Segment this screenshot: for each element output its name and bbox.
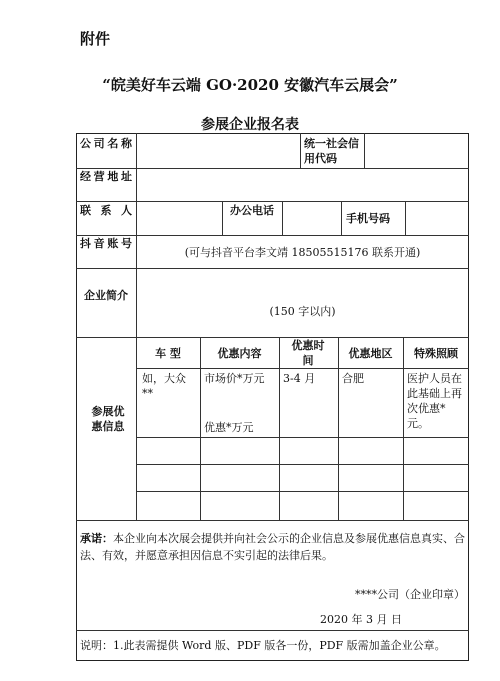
column-divider [300,133,301,168]
seal-line: ****公司（企业印章） [355,588,465,601]
offer-row-divider [136,464,469,465]
mobile-field[interactable] [406,202,468,234]
row-divider [76,630,469,631]
row-divider [76,337,469,338]
douyin-label: 抖音账号 [80,237,132,250]
example-offer-time: 3-4 月 [283,372,316,385]
col-car-model: 车 型 [155,347,181,360]
example-car-model: 如，大众** [142,372,186,400]
offer-row-divider [136,368,469,369]
row-divider [76,268,469,269]
mobile-label: 手机号码 [346,212,390,225]
offer-info-label: 参展优惠信息 [91,405,125,433]
company-name-field[interactable] [137,134,299,167]
offer-column-divider [403,337,404,520]
address-label: 经营地址 [80,170,132,183]
offer-column-divider [279,337,280,520]
office-phone-field[interactable] [283,202,340,234]
example-offer-discount: 优惠*万元 [204,421,254,434]
column-divider [222,201,223,235]
col-offer-region: 优惠地区 [348,347,393,360]
pledge-statement [80,530,465,564]
col-offer-content: 优惠内容 [217,347,262,360]
submission-note: 说明：1.此表需提供 Word 版、PDF 版各一份，PDF 版需加盖企业公章。 [80,639,446,652]
attachment-label: 附件 [80,30,111,48]
col-special-care: 特殊照顾 [414,347,458,360]
contact-label: 联系人 [80,204,132,217]
example-offer-region: 合肥 [342,372,364,385]
example-offer-market-price: 市场价*万元 [204,372,265,385]
contact-field[interactable] [137,202,221,234]
offer-row-divider [136,491,469,492]
column-divider [341,201,342,235]
form-title: 参展企业报名表 [201,117,299,133]
address-field[interactable] [137,169,468,200]
credit-code-field[interactable] [365,134,468,167]
intro-label: 企业简介 [84,289,128,302]
pledge-text: 本企业向本次展会提供并向社会公示的企业信息及参展优惠信息真实、合法、有效，并愿意承担因信息不实引起的法律后果。 [80,532,465,562]
offer-row-divider [136,437,469,438]
company-name-label: 公司名称 [80,137,132,150]
row-divider [76,235,469,236]
pledge-lead: 承诺： [80,532,113,545]
office-phone-label: 办公电话 [230,204,274,217]
event-title: “皖美好车云端 GO·2020 安徽汽车云展会” [102,76,398,94]
date-line: 2020 年 3 月 日 [320,613,402,626]
row-divider [76,520,469,521]
col-offer-time: 优惠时间 [291,339,325,367]
douyin-note: (可与抖音平台李文靖 18505515176 联系开通) [184,246,421,259]
example-special-care: 医护人员在此基础上再次优惠*元。 [407,372,462,430]
credit-code-label: 统一社会信用代码 [304,137,359,165]
offer-column-divider [338,337,339,520]
offer-column-divider [200,337,201,520]
intro-note: (150 字以内) [269,305,336,318]
